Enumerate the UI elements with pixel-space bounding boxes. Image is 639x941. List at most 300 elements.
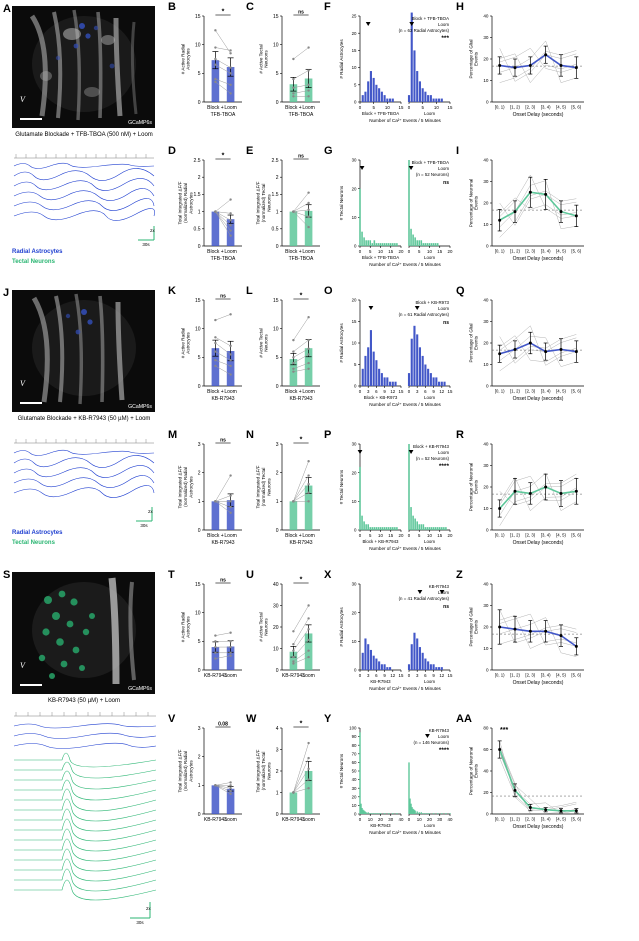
panel-label-z: Z (456, 569, 463, 581)
svg-text:Loom: Loom (424, 823, 435, 828)
svg-text:30s: 30s (136, 920, 144, 925)
svg-text:9: 9 (383, 389, 386, 394)
svg-text:# Active Radial: # Active Radial (180, 327, 186, 359)
svg-text:*: * (221, 8, 225, 16)
svg-text:1: 1 (197, 209, 201, 216)
svg-text:(n = 41 Radial Astrocytes): (n = 41 Radial Astrocytes) (398, 596, 449, 601)
svg-text:Number of Ca²⁺ Events / 5 Minu: Number of Ca²⁺ Events / 5 Minutes (369, 546, 441, 551)
svg-text:40: 40 (351, 777, 357, 783)
svg-text:0.5: 0.5 (193, 226, 201, 233)
svg-text:30s: 30s (140, 523, 148, 528)
svg-text:30: 30 (483, 603, 489, 609)
svg-text:[3, 4): [3, 4) (540, 104, 551, 110)
svg-text:Block + KB-R973: Block + KB-R973 (415, 300, 449, 305)
svg-text:****: **** (438, 463, 449, 470)
svg-text:KB-R7943: KB-R7943 (203, 673, 227, 679)
svg-text:10: 10 (351, 65, 357, 71)
svg-text:[2, 3): [2, 3) (525, 816, 536, 822)
svg-text:10: 10 (351, 498, 357, 504)
svg-text:5: 5 (369, 533, 372, 538)
panel-label-q: Q (456, 285, 465, 297)
svg-text:30: 30 (351, 581, 357, 587)
chart-e (256, 148, 324, 276)
panel-label-v: V (168, 713, 176, 725)
svg-text:[0, 1): [0, 1) (494, 672, 505, 678)
svg-text:[1, 2): [1, 2) (510, 248, 520, 254)
svg-text:9: 9 (432, 673, 435, 678)
chart-panel-l (246, 285, 324, 416)
svg-text:ns: ns (443, 604, 449, 610)
svg-text:KB-R7943: KB-R7943 (281, 817, 305, 823)
svg-text:30: 30 (483, 35, 489, 41)
svg-text:20: 20 (351, 610, 357, 616)
svg-text:*: * (221, 152, 225, 160)
svg-text:20: 20 (378, 817, 383, 822)
svg-text:10: 10 (483, 222, 489, 228)
svg-text:Block + KB-R973: Block + KB-R973 (363, 395, 398, 400)
svg-text:15: 15 (447, 389, 453, 394)
svg-text:# Active Radial: # Active Radial (180, 43, 186, 75)
svg-text:Percentage of Glial: Percentage of Glial (468, 323, 474, 363)
svg-text:30: 30 (483, 319, 489, 325)
svg-text:0: 0 (354, 99, 357, 105)
svg-text:# Radial Astrocytes: # Radial Astrocytes (339, 39, 344, 79)
svg-text:0: 0 (407, 249, 411, 254)
svg-text:Block + TFB-TBOA: Block + TFB-TBOA (361, 111, 400, 116)
panel-label-e: E (246, 145, 254, 157)
svg-text:Events: Events (473, 619, 479, 635)
svg-text:Loom: Loom (424, 539, 435, 544)
svg-text:[1, 2): [1, 2) (510, 672, 520, 678)
svg-text:0: 0 (354, 243, 357, 249)
indicator-tag-J: GCaMP6s (128, 404, 152, 410)
svg-text:*: * (299, 720, 303, 728)
svg-text:15: 15 (194, 297, 201, 304)
trace-plot-S (10, 712, 160, 927)
svg-text:KB-R7943: KB-R7943 (428, 584, 449, 589)
svg-text:10: 10 (416, 817, 422, 822)
svg-text:Percentage of Neuronal: Percentage of Neuronal (468, 178, 474, 228)
svg-text:0: 0 (407, 533, 411, 538)
svg-text:15: 15 (194, 581, 201, 588)
svg-text:9: 9 (432, 389, 435, 394)
svg-text:0.5: 0.5 (271, 226, 279, 233)
svg-text:[0, 1): [0, 1) (494, 248, 505, 254)
svg-text:20: 20 (483, 56, 489, 62)
svg-text:15: 15 (272, 13, 279, 20)
svg-text:5: 5 (354, 362, 357, 368)
panel-label-f: F (324, 1, 331, 13)
svg-text:(normalized) Tectal: (normalized) Tectal (261, 751, 266, 791)
svg-text:TFB-TBOA: TFB-TBOA (210, 256, 236, 262)
svg-text:0: 0 (197, 383, 201, 390)
svg-text:0: 0 (197, 99, 201, 106)
svg-text:15: 15 (388, 249, 394, 254)
svg-text:20: 20 (447, 533, 453, 538)
svg-text:Block + KB-R7943: Block + KB-R7943 (362, 539, 399, 544)
svg-text:Astrocytes: Astrocytes (185, 332, 191, 354)
svg-text:20: 20 (427, 817, 432, 822)
svg-text:Loom: Loom (224, 389, 237, 395)
svg-text:30: 30 (351, 157, 357, 163)
svg-text:Number of Ca²⁺ Events / 5 Minu: Number of Ca²⁺ Events / 5 Minutes (369, 402, 441, 407)
svg-text:20: 20 (483, 200, 489, 206)
chart-aa (466, 716, 588, 844)
svg-text:10: 10 (384, 105, 390, 110)
svg-text:3: 3 (275, 747, 279, 754)
svg-text:10: 10 (483, 78, 489, 84)
svg-text:Events: Events (473, 763, 479, 779)
svg-text:40: 40 (398, 817, 404, 822)
chart-panel-x (324, 569, 454, 700)
svg-text:10: 10 (378, 249, 383, 254)
svg-text:30: 30 (272, 603, 279, 610)
svg-text:Block +: Block + (285, 389, 302, 395)
svg-text:20: 20 (447, 249, 453, 254)
svg-text:0: 0 (275, 243, 279, 250)
svg-text:0: 0 (354, 383, 357, 389)
svg-text:20: 20 (351, 30, 357, 36)
chart-panel-w (246, 713, 324, 844)
svg-text:30: 30 (483, 463, 489, 469)
svg-text:KB-R7943: KB-R7943 (289, 396, 313, 402)
svg-text:Astrocytes: Astrocytes (188, 760, 194, 782)
chart-panel-aa (456, 713, 588, 844)
svg-text:Loom: Loom (224, 817, 237, 823)
svg-text:10: 10 (483, 362, 489, 368)
svg-text:Block +: Block + (207, 389, 224, 395)
chart-g (334, 148, 454, 276)
panel-label-i: I (456, 145, 460, 157)
svg-text:KB-R7943: KB-R7943 (428, 728, 449, 733)
svg-text:12: 12 (439, 673, 445, 678)
svg-text:0: 0 (358, 389, 362, 394)
svg-text:0: 0 (358, 533, 362, 538)
svg-text:Neurons: Neurons (266, 762, 272, 780)
svg-text:Loom: Loom (438, 166, 449, 171)
indicator-tag-A: GCaMP6s (128, 120, 152, 126)
svg-text:0: 0 (407, 389, 411, 394)
svg-text:30s: 30s (142, 242, 150, 247)
svg-text:# Radial Astrocytes: # Radial Astrocytes (339, 323, 344, 363)
chart-p (334, 432, 454, 560)
svg-text:[3, 4): [3, 4) (540, 816, 551, 822)
chart-w (256, 716, 324, 844)
svg-text:Onset Delay (seconds): Onset Delay (seconds) (512, 112, 564, 118)
svg-text:3: 3 (415, 389, 419, 394)
svg-text:[5, 6): [5, 6) (571, 388, 582, 394)
svg-text:20: 20 (483, 624, 489, 630)
svg-text:5: 5 (275, 71, 279, 78)
svg-text:# Active Tectal: # Active Tectal (258, 44, 264, 74)
svg-text:[0, 1): [0, 1) (494, 388, 505, 394)
svg-text:5: 5 (418, 533, 421, 538)
svg-text:1: 1 (275, 209, 279, 216)
svg-text:6: 6 (424, 673, 427, 678)
svg-text:0: 0 (485, 527, 489, 533)
svg-text:0: 0 (485, 811, 489, 817)
svg-text:40: 40 (272, 581, 279, 588)
svg-text:0.08: 0.08 (218, 721, 228, 728)
svg-text:15: 15 (351, 48, 357, 53)
svg-text:Events: Events (473, 335, 479, 351)
svg-text:5: 5 (354, 82, 357, 88)
chart-panel-d (168, 145, 246, 276)
svg-text:10: 10 (483, 506, 489, 512)
svg-text:(n = 61 Radial Astrocytes): (n = 61 Radial Astrocytes) (398, 312, 449, 317)
chart-panel-t (168, 569, 246, 700)
svg-text:5: 5 (372, 105, 375, 110)
svg-text:0: 0 (485, 243, 489, 249)
svg-text:2: 2 (275, 470, 279, 477)
svg-text:10: 10 (194, 42, 201, 49)
svg-text:Block + TFB-TBOA: Block + TFB-TBOA (411, 16, 449, 21)
panel-label-b: B (168, 1, 176, 13)
svg-text:Total Integrated ΔF/F: Total Integrated ΔF/F (178, 181, 183, 225)
svg-text:Neurons: Neurons (266, 194, 272, 212)
svg-text:10: 10 (367, 817, 373, 822)
panel-label-x: X (324, 569, 332, 581)
svg-text:0: 0 (354, 811, 357, 817)
svg-text:15: 15 (194, 13, 201, 20)
svg-text:***: *** (500, 727, 509, 734)
panel-label-J: J (3, 287, 10, 299)
svg-text:Loom: Loom (302, 249, 315, 255)
svg-text:(normalized) Radial: (normalized) Radial (183, 467, 188, 507)
svg-text:90: 90 (351, 734, 357, 740)
svg-text:[5, 6): [5, 6) (571, 532, 582, 538)
svg-text:(n = 52 Neurons): (n = 52 Neurons) (415, 456, 449, 461)
svg-text:6: 6 (375, 389, 378, 394)
svg-text:KB-R7943: KB-R7943 (370, 823, 391, 828)
svg-text:KB-R7943: KB-R7943 (370, 679, 391, 684)
svg-text:20: 20 (398, 533, 404, 538)
svg-text:Block +: Block + (285, 105, 302, 111)
ventricle-label-J: V (20, 379, 25, 388)
svg-text:[0, 1): [0, 1) (494, 532, 505, 538)
svg-text:10: 10 (272, 646, 279, 653)
svg-text:Loom: Loom (302, 817, 315, 823)
svg-text:[3, 4): [3, 4) (540, 248, 551, 254)
svg-text:# Tectal Neurons: # Tectal Neurons (339, 753, 344, 789)
svg-text:Loom: Loom (438, 306, 449, 311)
svg-text:40: 40 (483, 157, 489, 163)
trace-legend-neurons-A: Tectal Neurons (12, 259, 55, 265)
indicator-tag-S: GCaMP6s (128, 686, 152, 692)
svg-text:(n = 146 Neurons): (n = 146 Neurons) (413, 740, 449, 745)
svg-text:Onset Delay (seconds): Onset Delay (seconds) (512, 396, 564, 402)
panel-label-r: R (456, 429, 464, 441)
svg-text:80: 80 (351, 742, 357, 748)
svg-text:0: 0 (358, 817, 362, 822)
svg-text:# Active Tectal: # Active Tectal (258, 328, 264, 358)
svg-text:1: 1 (275, 790, 279, 797)
panel-label-S: S (3, 569, 11, 581)
svg-text:15: 15 (272, 297, 279, 304)
svg-text:Onset Delay (seconds): Onset Delay (seconds) (512, 680, 564, 686)
svg-text:1.5: 1.5 (271, 192, 279, 199)
svg-text:40: 40 (483, 13, 489, 19)
svg-text:Block +: Block + (285, 533, 302, 539)
svg-text:Onset Delay (seconds): Onset Delay (seconds) (512, 540, 564, 546)
svg-text:30: 30 (483, 179, 489, 185)
chart-panel-z (456, 569, 588, 700)
svg-text:3: 3 (275, 441, 279, 448)
chart-panel-h (456, 1, 588, 132)
svg-text:10: 10 (351, 340, 357, 346)
svg-text:2: 2 (197, 470, 201, 477)
svg-text:Events: Events (473, 51, 479, 67)
svg-text:0: 0 (197, 243, 201, 250)
svg-text:ns: ns (298, 9, 304, 16)
svg-text:1: 1 (275, 499, 279, 506)
svg-text:Block +: Block + (285, 249, 302, 255)
svg-text:10: 10 (483, 646, 489, 652)
svg-text:60: 60 (351, 760, 357, 765)
svg-text:15: 15 (447, 105, 453, 110)
micrograph-S (12, 572, 155, 694)
svg-text:[2, 3): [2, 3) (525, 672, 536, 678)
chart-panel-y (324, 713, 454, 844)
svg-text:15: 15 (437, 249, 443, 254)
svg-text:Onset Delay (seconds): Onset Delay (seconds) (512, 256, 564, 262)
chart-panel-o (324, 285, 454, 416)
svg-text:0: 0 (275, 527, 279, 534)
svg-text:10: 10 (378, 533, 383, 538)
svg-text:Loom: Loom (224, 105, 237, 111)
svg-text:Loom: Loom (424, 679, 435, 684)
svg-text:Loom: Loom (302, 105, 315, 111)
svg-text:100: 100 (349, 725, 357, 731)
svg-text:[4, 5): [4, 5) (556, 672, 566, 678)
svg-text:9: 9 (383, 673, 386, 678)
svg-text:[5, 6): [5, 6) (571, 104, 582, 110)
svg-text:[4, 5): [4, 5) (556, 104, 566, 110)
chart-panel-v (168, 713, 246, 844)
panel-label-t: T (168, 569, 175, 581)
svg-text:0: 0 (407, 817, 411, 822)
svg-text:4: 4 (275, 725, 279, 732)
svg-text:(n = 52 Neurons): (n = 52 Neurons) (415, 172, 449, 177)
svg-text:0: 0 (275, 383, 279, 390)
chart-c (256, 4, 324, 132)
svg-text:0: 0 (354, 527, 357, 533)
svg-text:[3, 4): [3, 4) (540, 388, 551, 394)
svg-text:6: 6 (424, 389, 427, 394)
svg-text:(normalized) Tectal: (normalized) Tectal (261, 467, 266, 507)
svg-text:15: 15 (351, 319, 357, 325)
svg-text:# Tectal Neurons: # Tectal Neurons (339, 469, 344, 505)
svg-text:Number of Ca²⁺ Events / 5 Minu: Number of Ca²⁺ Events / 5 Minutes (369, 118, 441, 123)
panel-label-k: K (168, 285, 176, 297)
svg-text:20: 20 (483, 790, 489, 796)
svg-text:20: 20 (351, 297, 357, 303)
svg-text:20: 20 (351, 186, 357, 192)
svg-text:# Tectal Neurons: # Tectal Neurons (339, 185, 344, 221)
svg-text:(normalized) Tectal: (normalized) Tectal (261, 183, 266, 223)
svg-text:20: 20 (351, 470, 357, 476)
panel-label-m: M (168, 429, 178, 441)
panel-label-y: Y (324, 713, 332, 725)
chart-f (334, 4, 454, 132)
svg-text:3: 3 (366, 673, 370, 678)
chart-r (466, 432, 588, 560)
chart-m (178, 432, 246, 560)
chart-panel-u (246, 569, 324, 700)
svg-text:50: 50 (351, 768, 357, 774)
svg-text:1: 1 (197, 499, 201, 506)
svg-text:40: 40 (483, 441, 489, 447)
chart-n (256, 432, 324, 560)
svg-text:2: 2 (275, 175, 279, 181)
svg-text:KB-R7943: KB-R7943 (289, 540, 313, 546)
svg-text:2x: 2x (150, 228, 155, 233)
svg-text:[1, 2): [1, 2) (510, 388, 520, 394)
svg-text:Total Integrated ΔF/F: Total Integrated ΔF/F (178, 749, 183, 793)
chart-k (178, 288, 246, 416)
svg-text:30: 30 (437, 817, 443, 822)
svg-text:[4, 5): [4, 5) (556, 388, 566, 394)
svg-text:Astrocytes: Astrocytes (185, 48, 191, 70)
svg-text:0: 0 (197, 527, 201, 534)
svg-text:Block + TFB-TBOA: Block + TFB-TBOA (361, 255, 400, 260)
svg-text:Block +: Block + (207, 105, 224, 111)
chart-panel-i (456, 145, 588, 276)
svg-text:Loom: Loom (424, 111, 435, 116)
svg-text:12: 12 (390, 673, 396, 678)
svg-text:30: 30 (351, 785, 357, 791)
svg-text:12: 12 (390, 389, 396, 394)
svg-text:15: 15 (398, 673, 404, 678)
svg-text:10: 10 (351, 638, 357, 644)
svg-text:30: 30 (351, 441, 357, 447)
svg-text:Loom: Loom (224, 249, 237, 255)
svg-text:(n = 62 Radial Astrocytes): (n = 62 Radial Astrocytes) (398, 28, 449, 33)
panel-label-p: P (324, 429, 332, 441)
panel-label-n: N (246, 429, 254, 441)
svg-text:2.5: 2.5 (271, 157, 279, 164)
svg-text:Total Integrated ΔF/F: Total Integrated ΔF/F (178, 465, 183, 509)
svg-text:6: 6 (375, 673, 378, 678)
svg-text:0: 0 (407, 105, 411, 110)
panel-label-h: H (456, 1, 464, 13)
svg-text:40: 40 (483, 297, 489, 303)
chart-u (256, 572, 324, 700)
svg-text:60: 60 (483, 747, 489, 753)
svg-text:10: 10 (427, 249, 432, 254)
svg-text:TFB-TBOA: TFB-TBOA (288, 256, 314, 262)
svg-text:10: 10 (272, 42, 279, 49)
svg-text:ns: ns (220, 437, 226, 444)
svg-text:[4, 5): [4, 5) (556, 532, 566, 538)
svg-text:12: 12 (439, 389, 445, 394)
svg-text:Neurons: Neurons (263, 50, 269, 68)
chart-panel-f (324, 1, 454, 132)
chart-panel-r (456, 429, 588, 560)
svg-text:20: 20 (272, 624, 279, 631)
svg-text:Total Integrated ΔF/F: Total Integrated ΔF/F (256, 749, 261, 793)
micrograph-A (12, 6, 155, 128)
svg-text:ns: ns (443, 180, 449, 186)
svg-text:0: 0 (197, 811, 201, 818)
svg-text:20: 20 (483, 484, 489, 490)
svg-text:5: 5 (421, 105, 424, 110)
svg-text:Loom: Loom (224, 673, 237, 679)
panel-label-l: L (246, 285, 253, 297)
svg-text:20: 20 (483, 340, 489, 346)
condition-caption-S: KB-R7943 (50 µM) + Loom (48, 698, 120, 704)
svg-text:25: 25 (351, 13, 357, 19)
